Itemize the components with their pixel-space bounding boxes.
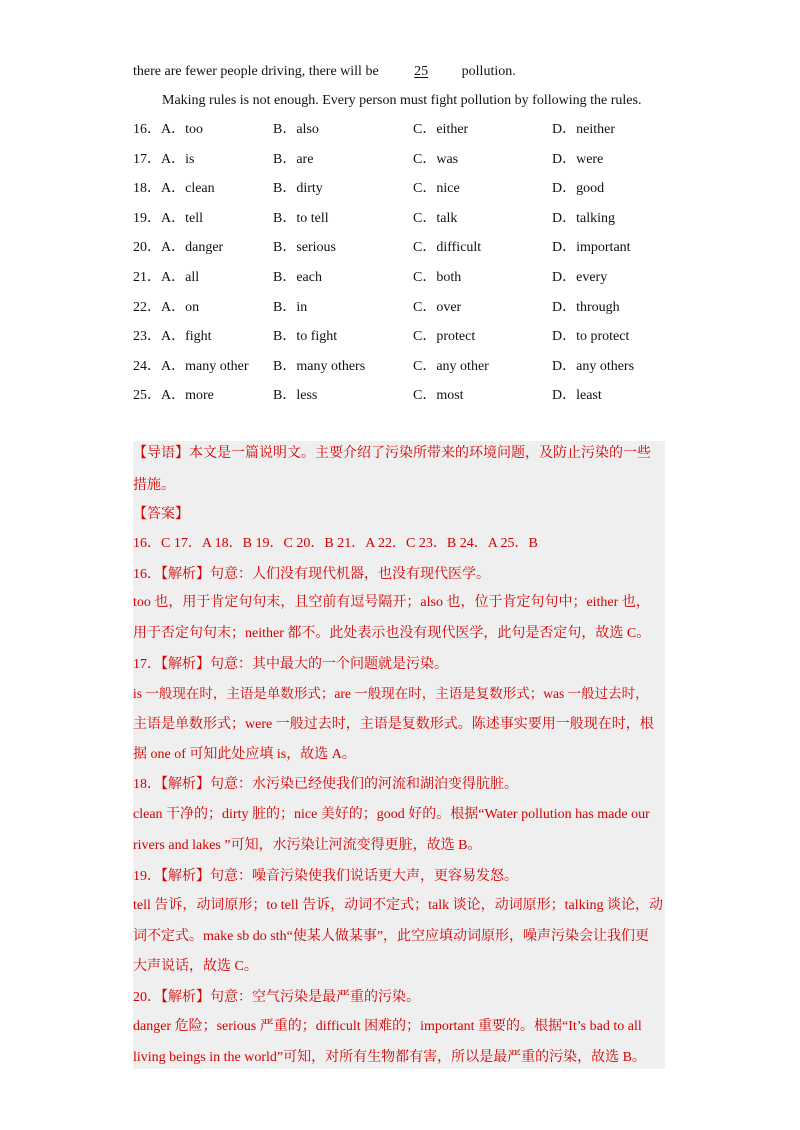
question-number: 22． (133, 299, 161, 315)
option-a: A．fight (161, 329, 212, 345)
question-row (133, 210, 693, 228)
option-d: D．every (552, 270, 608, 285)
option-a: A．danger (161, 240, 224, 256)
answer-line: 主语是单数形式；were 一般过去时，主语是复数形式。陈述事实要用一般现在时，根 (133, 717, 654, 732)
answer-line: clean 干净的；dirty 脏的；nice 美好的；good 好的。根据“Water pollution has made our (133, 807, 650, 822)
answer-line: 【答案】 (133, 507, 189, 522)
option-c: C．nice (413, 181, 460, 197)
option-b: B．dirty (273, 181, 323, 197)
question-row (133, 269, 693, 287)
option-d: D．any others (552, 358, 635, 374)
option-b: B．to tell (273, 210, 329, 226)
option-a: A．too (161, 122, 203, 137)
option-d: D．talking (552, 210, 615, 226)
option-d: D．neither (552, 122, 615, 137)
question-number: 17． (133, 151, 161, 167)
option-d: D．least (552, 388, 602, 404)
question-number: 24． (133, 358, 161, 374)
option-c: C．difficult (413, 240, 482, 256)
question-number: 21． (133, 270, 161, 285)
option-c: C．both (413, 270, 462, 285)
option-b: B．are (273, 151, 314, 167)
question-number: 20． (133, 240, 161, 256)
question-number: 19． (133, 210, 161, 226)
answer-line: 16．【解析】句意：人们没有现代机器，也没有现代医学。 (133, 567, 490, 582)
option-a: A．clean (161, 181, 215, 197)
answer-line: 措施。 (133, 478, 175, 493)
passage-line-1-before: there are fewer people driving, there will be (133, 64, 379, 79)
question-number: 16． (133, 122, 161, 137)
option-b: B．in (273, 299, 308, 315)
question-row (133, 299, 693, 317)
passage-line-2: Making rules is not enough. Every person must fight pollution by following the rules. (162, 93, 642, 108)
answer-line: 19．【解析】句意：噪音污染使我们说话更大声，更容易发怒。 (133, 869, 518, 884)
question-row (133, 387, 693, 405)
answer-line: too 也，用于肯定句句末，且空前有逗号隔开；also 也，位于肯定句句中；either 也， (133, 595, 650, 610)
option-a: A．tell (161, 210, 203, 226)
blank-25: 25 (414, 64, 429, 79)
answer-line: 【导语】本文是一篇说明文。主要介绍了污染所带来的环境问题，及防止污染的一些 (133, 446, 651, 461)
option-a: A．is (161, 151, 195, 167)
answer-line: 16．C 17．A 18．B 19．C 20．B 21．A 22．C 23．B 24．A 25．B (133, 536, 538, 551)
answer-line: tell 告诉，动词原形；to tell 告诉，动词不定式；talk 谈论，动词原形；talking 谈论，动 (133, 898, 664, 913)
answer-line: 18．【解析】句意：水污染已经使我们的河流和湖泊变得肮脏。 (133, 777, 518, 792)
answer-line: 词不定式。make sb do sth“使某人做某事”，此空应填动词原形，噪声污染会让我们更 (133, 929, 650, 944)
option-b: B．also (273, 122, 319, 137)
option-d: D．good (552, 181, 605, 197)
option-b: B．each (273, 270, 322, 285)
option-a: A．all (161, 270, 200, 285)
question-number: 25． (133, 388, 161, 404)
question-number: 18． (133, 181, 161, 197)
passage-line-1 (133, 63, 516, 81)
question-row (133, 180, 693, 198)
question-row (133, 121, 693, 139)
option-c: C．any other (413, 358, 489, 374)
answer-line: 据 one of 可知此处应填 is，故选 A。 (133, 747, 356, 762)
option-c: C．talk (413, 210, 458, 226)
answer-line: living beings in the world”可知，对所有生物都有害，所以是最严重的污染，故选 B。 (133, 1050, 646, 1065)
option-a: A．on (161, 299, 200, 315)
option-c: C．over (413, 299, 462, 315)
answer-line: rivers and lakes ”可知，水污染让河流变得更脏，故选 B。 (133, 838, 482, 853)
option-c: C．was (413, 151, 459, 167)
answer-line: danger 危险；serious 严重的；difficult 困难的；important 重要的。根据“It’s bad to all (133, 1019, 642, 1034)
option-b: B．many others (273, 358, 366, 374)
option-c: C．protect (413, 329, 476, 345)
answer-line: 用于否定句句末；neither 都不。此处表示也没有现代医学，此句是否定句，故选 C。 (133, 626, 651, 641)
answer-line: is 一般现在时，主语是单数形式；are 一般现在时，主语是复数形式；was 一般过去时， (133, 686, 649, 701)
answer-line: 17．【解析】句意：其中最大的一个问题就是污染。 (133, 657, 448, 672)
option-a: A．more (161, 388, 214, 404)
option-b: B．serious (273, 240, 336, 256)
question-row (133, 151, 693, 169)
answer-line: 20．【解析】句意：空气污染是最严重的污染。 (133, 990, 420, 1005)
option-a: A．many other (161, 358, 249, 374)
option-c: C．most (413, 388, 464, 404)
option-d: D．to protect (552, 329, 630, 345)
option-d: D．were (552, 151, 604, 167)
option-b: B．to fight (273, 329, 338, 345)
answer-line: 大声说话，故选 C。 (133, 959, 258, 974)
question-number: 23． (133, 329, 161, 345)
passage-line-1-after: pollution. (461, 64, 516, 79)
option-d: D．important (552, 240, 631, 256)
option-b: B．less (273, 388, 318, 404)
question-row (133, 358, 693, 376)
question-row (133, 328, 693, 346)
option-d: D．through (552, 299, 620, 315)
option-c: C．either (413, 122, 469, 137)
question-row (133, 239, 693, 257)
